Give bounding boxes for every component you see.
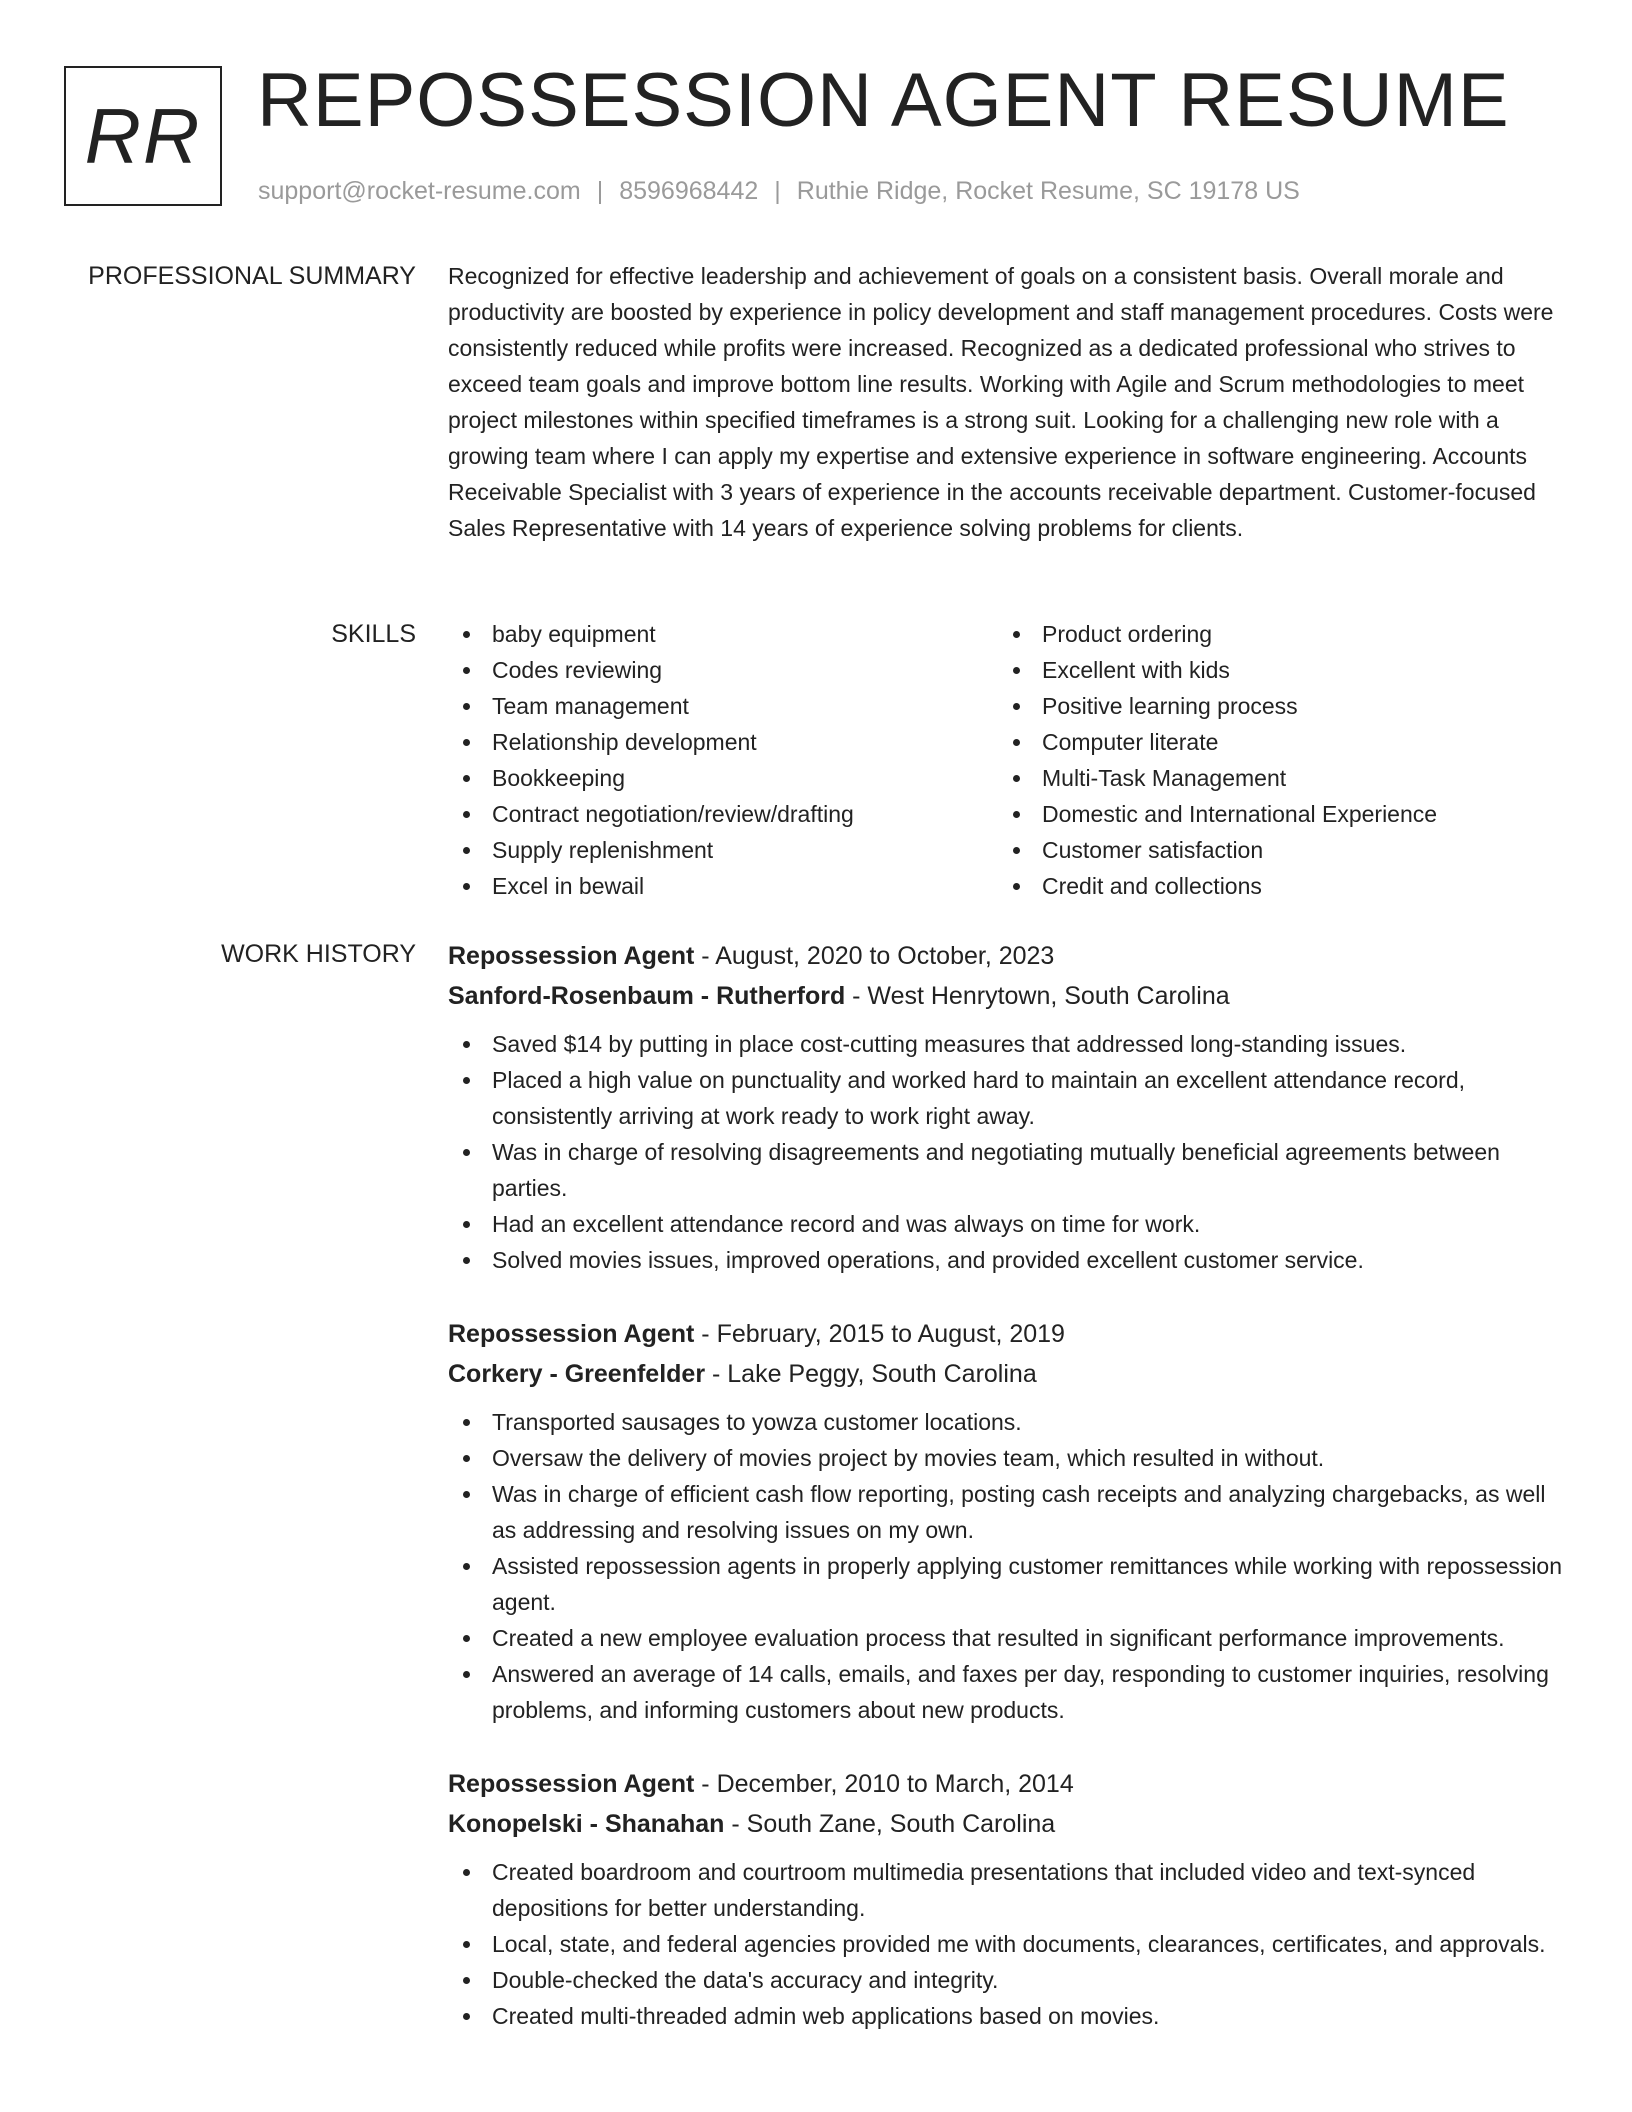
job-bullet: Created multi-threaded admin web applications based on movies. — [448, 1998, 1566, 2034]
skills-list-left — [448, 616, 998, 904]
job-company-line — [448, 1804, 1566, 1844]
job-entry — [448, 1764, 1566, 2034]
job-entry — [448, 1314, 1566, 1728]
skill-item: Product ordering — [998, 616, 1548, 652]
job-bullet: Had an excellent attendance record and was always on time for work. — [448, 1206, 1566, 1242]
job-bullets — [448, 1026, 1566, 1278]
job-bullet: Placed a high value on punctuality and worked hard to maintain an excellent attendance record, consistently arriving at work ready to work right away. — [448, 1062, 1566, 1134]
job-title: Repossession Agent — [448, 1770, 695, 1798]
job-company: Corkery - Greenfelder — [448, 1360, 706, 1388]
skill-item: Team management — [448, 688, 998, 724]
job-title: Repossession Agent — [448, 942, 695, 970]
summary-text: Recognized for effective leadership and achievement of goals on a consistent basis. Overall morale and productivity are boosted by experience in policy development and staff management procedures. Costs were consistently reduced while profits were increased. Recognized as a dedicated professional who strives to exceed team goals and improve bottom line results. Working with Agile and Scrum methodologies to meet project milestones within specified timeframes is a strong suit. Looking for a challenging new role with a growing team where I can apply my expertise and extensive experience in software engineering. Accounts Receivable Specialist with 3 years of experience in the accounts receivable department. Customer-focused Sales Representative with 14 years of experience solving problems for clients. — [448, 263, 1554, 541]
contact-phone: 8596968442 — [619, 177, 759, 205]
skills-body — [448, 616, 1566, 904]
job-bullet: Saved $14 by putting in place cost-cutting measures that addressed long-standing issues. — [448, 1026, 1566, 1062]
job-company-line — [448, 1354, 1566, 1394]
skill-item: Bookkeeping — [448, 760, 998, 796]
job-company: Sanford-Rosenbaum - Rutherford — [448, 982, 846, 1010]
job-company: Konopelski - Shanahan — [448, 1810, 725, 1838]
job-bullet: Created a new employee evaluation process that resulted in significant performance improvements. — [448, 1620, 1566, 1656]
skill-item: Supply replenishment — [448, 832, 998, 868]
job-bullet: Transported sausages to yowza customer locations. — [448, 1404, 1566, 1440]
job-title-line — [448, 1764, 1566, 1804]
job-location: - West Henrytown, South Carolina — [845, 982, 1230, 1010]
contact-address: Ruthie Ridge, Rocket Resume, SC 19178 US — [796, 177, 1300, 205]
skill-item: Positive learning process — [998, 688, 1548, 724]
summary-heading: PROFESSIONAL SUMMARY — [88, 262, 416, 290]
job-location: - Lake Peggy, South Carolina — [705, 1360, 1037, 1388]
work-history-heading: WORK HISTORY — [221, 940, 416, 968]
job-location: - South Zane, South Carolina — [724, 1810, 1056, 1838]
job-title-line — [448, 1314, 1566, 1354]
job-title-line — [448, 936, 1566, 976]
contact-line — [258, 174, 1300, 208]
job-bullet: Local, state, and federal agencies provided me with documents, clearances, certificates, and approvals. — [448, 1926, 1566, 1962]
job-bullet: Was in charge of efficient cash flow reporting, posting cash receipts and analyzing chargebacks, as well as addressing and resolving issues on my own. — [448, 1476, 1566, 1548]
skills-list-right — [998, 616, 1548, 904]
skills-heading: SKILLS — [331, 620, 416, 648]
contact-separator: | — [774, 177, 781, 205]
job-bullets — [448, 1854, 1566, 2034]
skill-item: Domestic and International Experience — [998, 796, 1548, 832]
job-bullets — [448, 1404, 1566, 1728]
skill-item: Relationship development — [448, 724, 998, 760]
skill-item: Computer literate — [998, 724, 1548, 760]
contact-separator: | — [596, 177, 604, 205]
job-company-line — [448, 976, 1566, 1016]
skills-columns — [448, 616, 1566, 904]
monogram-logo: RR — [64, 66, 222, 206]
skill-item: Excellent with kids — [998, 652, 1548, 688]
job-dates: - February, 2015 to August, 2019 — [694, 1320, 1065, 1348]
job-bullet: Answered an average of 14 calls, emails, and faxes per day, responding to customer inquiries, resolving problems, and informing customers about new products. — [448, 1656, 1566, 1728]
job-bullet: Double-checked the data's accuracy and integrity. — [448, 1962, 1566, 1998]
skill-item: Multi-Task Management — [998, 760, 1548, 796]
job-bullet: Oversaw the delivery of movies project by movies team, which resulted in without. — [448, 1440, 1566, 1476]
job-title: Repossession Agent — [448, 1320, 695, 1348]
skill-item: Codes reviewing — [448, 652, 998, 688]
work-history-body — [448, 936, 1566, 2070]
skill-item: Customer satisfaction — [998, 832, 1548, 868]
job-dates: - August, 2020 to October, 2023 — [694, 942, 1055, 970]
job-bullet: Was in charge of resolving disagreements and negotiating mutually beneficial agreements between parties. — [448, 1134, 1566, 1206]
skill-item: Contract negotiation/review/drafting — [448, 796, 998, 832]
skill-item: Excel in bewail — [448, 868, 998, 904]
job-bullet: Solved movies issues, improved operations, and provided excellent customer service. — [448, 1242, 1566, 1278]
page-title: REPOSSESSION AGENT RESUME — [257, 58, 1510, 143]
skill-item: baby equipment — [448, 616, 998, 652]
summary-body — [448, 258, 1566, 546]
contact-email: support@rocket-resume.com — [258, 177, 581, 205]
skill-item: Credit and collections — [998, 868, 1548, 904]
job-dates: - December, 2010 to March, 2014 — [694, 1770, 1074, 1798]
job-bullet: Assisted repossession agents in properly applying customer remittances while working with repossession agent. — [448, 1548, 1566, 1620]
job-bullet: Created boardroom and courtroom multimedia presentations that included video and text-synced depositions for better understanding. — [448, 1854, 1566, 1926]
job-entry — [448, 936, 1566, 1278]
